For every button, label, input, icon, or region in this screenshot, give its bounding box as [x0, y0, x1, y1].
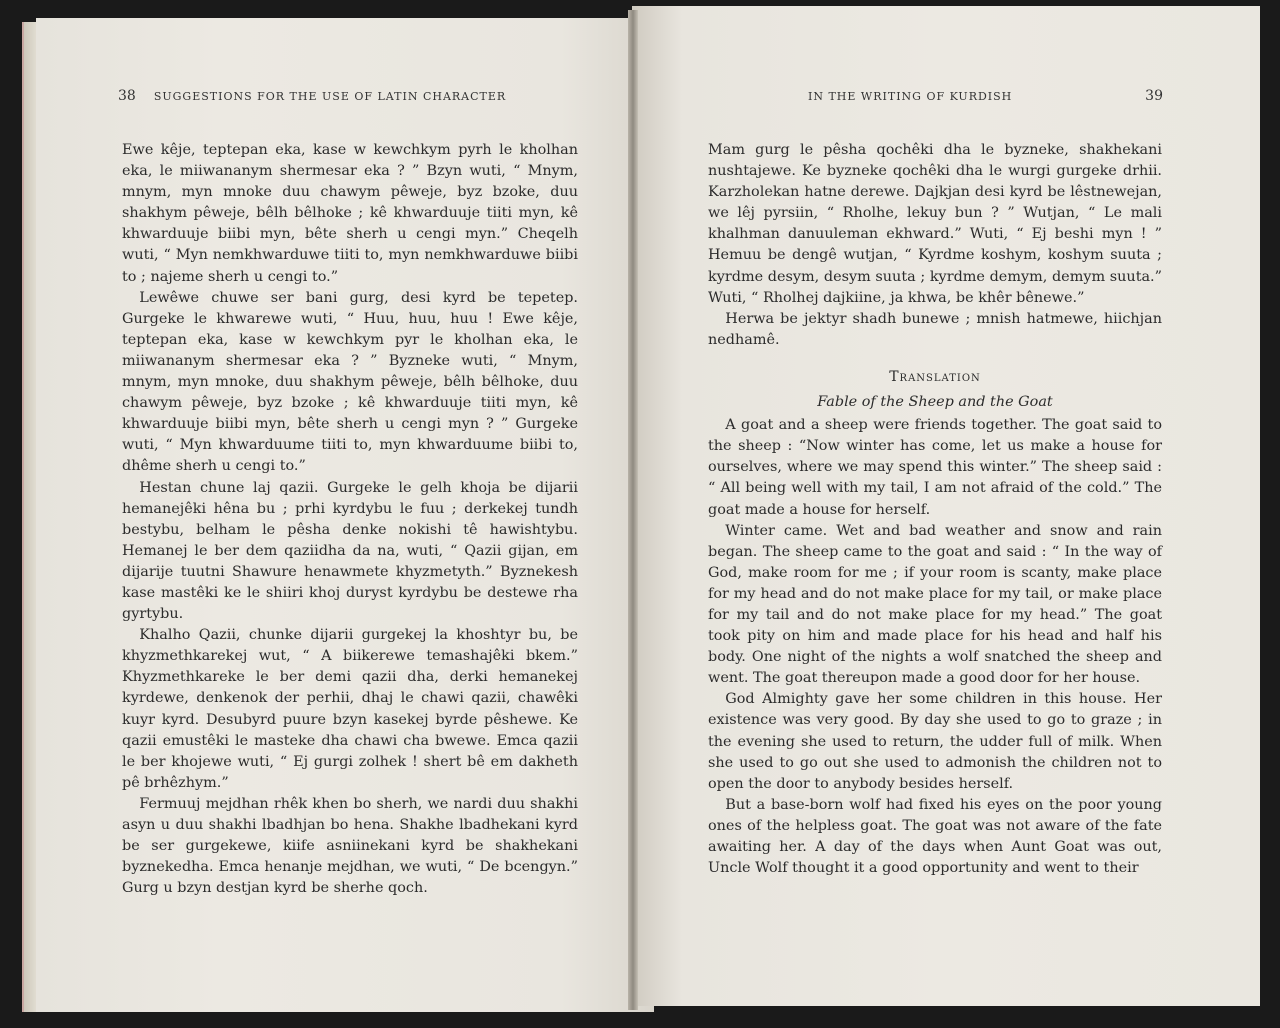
- paragraph: Hestan chune laj qazii. Gurgeke le gelh khoja be dijarii hemanejêki hêna bu ; prhi kyrdybu le fuu ; derkekej tundh bestybu, belham le pêsha denke nokishi tê hawishtybu. Hemanej le ber dem qaziidha da na, wuti, “ Qazii gijan, em dijarije tuutni Shawure henawmete khyzmetyth.” Byznekesh kase mastêki ke le shiiri khoj duryst kyrdybu be destewe rha gyrtybu.: [122, 479, 578, 623]
- left-page-number: 38: [118, 88, 136, 104]
- left-running-title: SUGGESTIONS FOR THE USE OF LATIN CHARACTER: [153, 90, 507, 103]
- paragraph: Winter came. Wet and bad weather and snow and rain began. The sheep came to the goat and said : “ In the way of God, make room for me ; if your room is scanty, make place for my head and do not make place for my tail, or make place for my tail and do not make place for my head.” The goat took pity on him and made place for his head and half his body. One night of the nights a wolf snatched the sheep and went. The goat thereupon made a good door for her house.: [708, 522, 1162, 687]
- book-gutter: [628, 10, 638, 1010]
- paragraph: Herwa be jektyr shadh bunewe ; mnish hatmewe, hiichjan nedhamê.: [708, 310, 1162, 348]
- paragraph: But a base-born wolf had fixed his eyes on the poor young ones of the helpless goat. The goat was not aware of the fate awaiting her. A day of the days when Aunt Goat was out, Uncle Wolf thought it a good opportunity and went to their: [708, 796, 1162, 877]
- paragraph: Lewêwe chuwe ser bani gurg, desi kyrd be tepetep. Gurgeke le khwarewe wuti, “ Huu, huu, huu ! Ewe kêje, teptepan eka, kase w kewchkym pyr le kholhan eka, le miiwananym shermesar eka ? ” Byzneke wuti, “ Mnym, mnym, myn mnoke, duu shakhym pêweje, bêlh bêlhoke, duu chawym pêweje, byz bzoke ; kê khwarduuje tiiti myn, kê khwarduuje biibi myn, bête sherh u cengi myn ? ” Gurgeke wuti, “ Myn khwarduume tiiti to, myn khwarduume biibi to, dhême sherh u cengi to.”: [122, 289, 578, 475]
- paragraph: Mam gurg le pêsha qochêki dha le byzneke, shakhekani nushtajewe. Ke byzneke qochêki dha le wurgi gurgeke drhii. Karzholekan hatne derewe. Dajkjan desi kyrd be lêstnewejan, we lêj pyrsiin, “ Rholhe, lekuy bun ? ” Wutjan, “ Le mali khalhman danuuleman ekhward.” Wuti, “ Ej beshi myn ! ” Hemuu be dengê wutjan, “ Kyrdme koshym, koshym suuta ; kyrdme desym, desym suuta ; kyrdme demym, demym suuta.” Wuti, “ Rholhej dajkiine, ja khwa, be khêr bênewe.”: [708, 142, 1162, 306]
- paragraph: Khalho Qazii, chunke dijarii gurgekej la khoshtyr bu, be khyzmethkarekej wut, “ A biikerewe temashajêki bkem.” Khyzmethkareke le ber demi qazii dha, derki hemanekej kyrdewe, denkenok der perhii, dhaj le chawi qazii, chawêki kuyr kyrd. Desubyrd puure bzyn kasekej byrde pêshewe. Ke qazii emustêki le masteke dha chawi cha bwewe. Emca qazii le ber khojewe wuti, “ Ej gurgi zolhek ! shert bê em dakheth pê brhêzhym.”: [122, 627, 578, 791]
- right-running-title: IN THE WRITING OF KURDISH: [808, 90, 1013, 103]
- paragraph: Ewe kêje, teptepan eka, kase w kewchkym pyrh le kholhan eka, le miiwananym shermesar eka ? ” Bzyn wuti, “ Mnym, mnym, myn mnoke duu chawym pêweje, byz bzoke, duu shakhym pêweje, bêlh bêlhoke ; kê khwarduuje tiiti myn, kê khwarduuje biibi myn, bête sherh u cengi myn.” Cheqelh wuti, “ Myn nemkhwarduwe tiiti to, myn nemkhwarduwe biibi to ; najeme sherh u cengi to.”: [122, 142, 578, 285]
- left-body-text: [122, 140, 578, 899]
- fable-title: Fable of the Sheep and the Goat: [817, 394, 1053, 411]
- paragraph: A goat and a sheep were friends together. The goat said to the sheep : “Now winter has come, let us make a house for ourselves, where we may spend this winter.” The sheep said : “ All being well with my tail, I am not afraid of the cold.” The goat made a house for herself.: [708, 417, 1162, 518]
- translation-heading: Translation: [889, 368, 981, 385]
- right-page-number: 39: [1145, 88, 1163, 104]
- right-body-text: [708, 140, 1162, 879]
- left-running-head: [118, 88, 538, 104]
- right-running-head: [808, 88, 1163, 104]
- paragraph: God Almighty gave her some children in this house. Her existence was very good. By day she used to go to graze ; in the evening she used to return, the udder full of milk. When she used to go out she used to admonish the children not to open the door to anybody besides herself.: [708, 691, 1162, 792]
- paragraph: Fermuuj mejdhan rhêk khen bo sherh, we nardi duu shakhi asyn u duu shakhi lbadhjan bo hena. Shakhe lbadhekani kyrd be ser gurgekewe, kiife asniinekani kyrd be shakhekani byznekedha. Emca henanje mejdhan, we wuti, “ De bcengyn.” Gurg u bzyn destjan kyrd be sherhe qoch.: [122, 795, 578, 897]
